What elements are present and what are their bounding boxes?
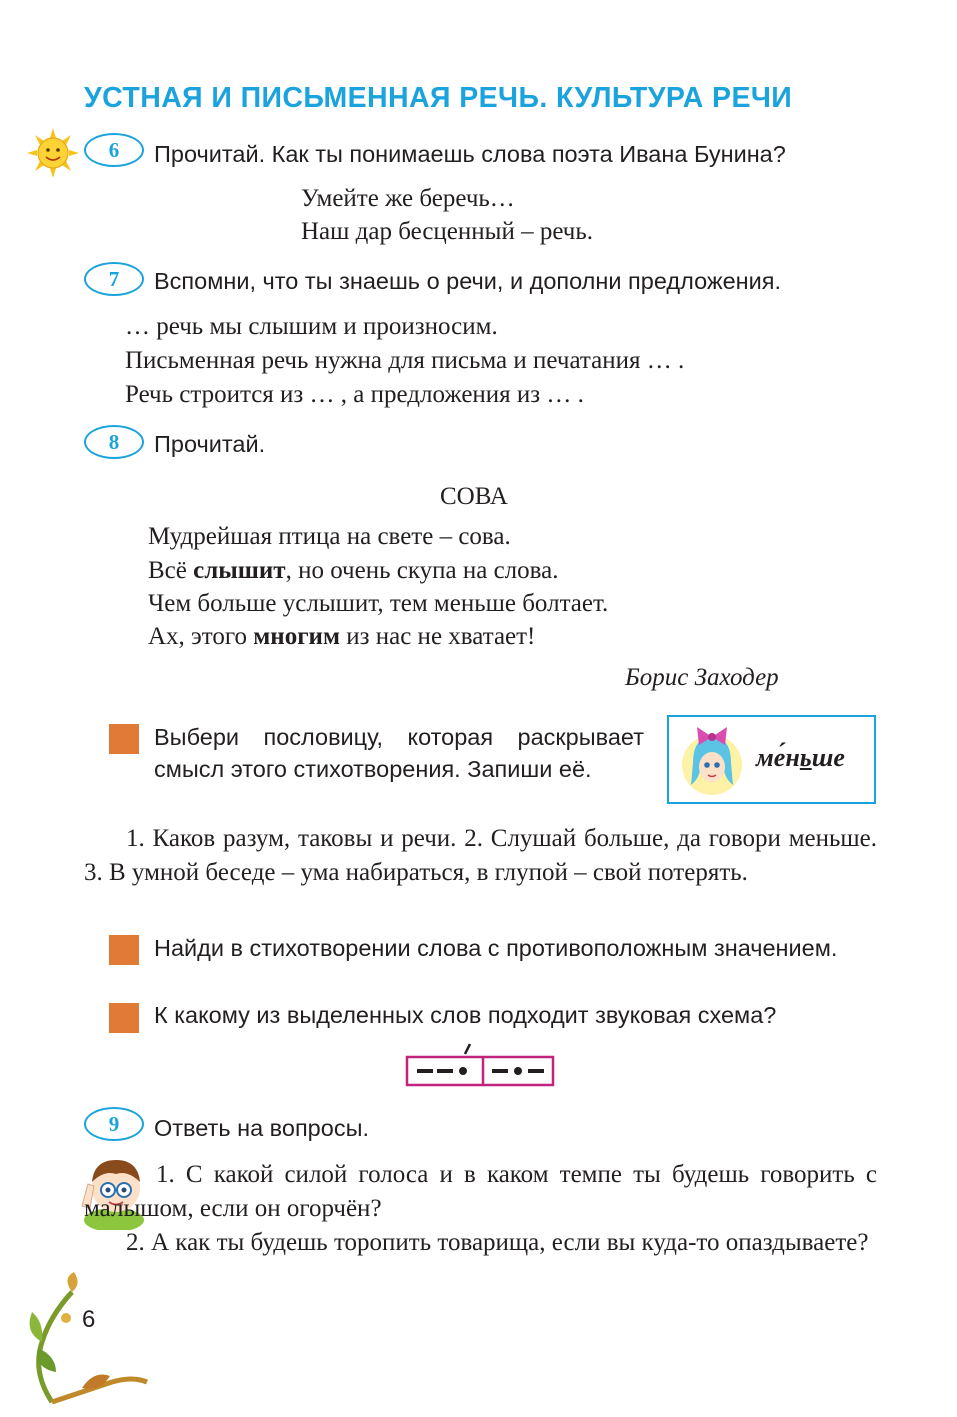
- task-marker-square: [109, 724, 139, 754]
- task-marker-square: [109, 1003, 139, 1033]
- poem-line-2: Всё слышит, но очень скупа на слова.: [148, 557, 559, 584]
- poem-line-4: Ах, этого многим из нас не хватает!: [148, 623, 536, 650]
- exercise-7-line-3: Речь строится из … , а предложения из … .: [125, 381, 584, 408]
- exercise-8-task-c: К какому из выделенных слов подходит звуковая схема?: [154, 1002, 777, 1028]
- exercise-8-task-a: Выбери пословицу, которая раскрывает смысл этого стихотворения. Запиши её.: [154, 724, 644, 782]
- exercise-9-question-2: 2. А как ты будешь торопить товарища, если вы куда-то опаздываете?: [126, 1229, 869, 1256]
- vocabulary-card: [667, 715, 876, 804]
- exercise-9-task: Ответь на вопросы.: [154, 1115, 369, 1141]
- exercise-7-task: Вспомни, что ты знаешь о речи, и дополни предложения.: [154, 268, 782, 294]
- proverbs-text: 1. Каков разум, таковы и речи. 2. Слушай больше, да говори меньше. 3. В умной беседе – ума набираться, в глупой – свой потерять.: [84, 825, 877, 886]
- poem-line-3: Чем больше услышит, тем меньше болтает.: [148, 590, 609, 617]
- floral-ornament: [22, 1272, 152, 1412]
- task-marker-square: [109, 935, 139, 965]
- exercise-6-task: Прочитай. Как ты понимаешь слова поэта Ивана Бунина?: [154, 141, 786, 167]
- vocabulary-word: ме́ньше: [756, 743, 845, 772]
- exercise-number-7: 7: [84, 262, 144, 296]
- quote-line-2: Наш дар бесценный – речь.: [301, 218, 594, 245]
- exercise-7-line-2: Письменная речь нужна для письма и печатания … .: [125, 347, 685, 374]
- page-number: 6: [82, 1306, 96, 1333]
- exercise-number-8: 8: [84, 425, 144, 459]
- exercise-9-question-1: 1. С какой силой голоса и в каком темпе ты будешь говорить с малышом, если он огорчён?: [84, 1161, 877, 1222]
- exercise-8-task: Прочитай.: [154, 431, 266, 457]
- poem-author: Борис Заходер: [625, 664, 779, 691]
- poem-title: СОВА: [440, 483, 508, 510]
- exercise-7-line-1: … речь мы слышим и произносим.: [125, 313, 498, 340]
- sun-icon: [27, 128, 79, 178]
- quote-line-1: Умейте же беречь…: [301, 185, 515, 212]
- exercise-8-task-b: Найди в стихотворении слова с противоположным значением.: [154, 935, 838, 961]
- page-title: УСТНАЯ И ПИСЬМЕННАЯ РЕЧЬ. КУЛЬТУРА РЕЧИ: [84, 82, 793, 114]
- poem-line-1: Мудрейшая птица на свете – сова.: [148, 523, 511, 550]
- girl-icon: [679, 723, 745, 797]
- exercise-number-9: 9: [84, 1107, 144, 1141]
- exercise-number-6: 6: [84, 133, 144, 167]
- sound-scheme-diagram: [404, 1042, 556, 1088]
